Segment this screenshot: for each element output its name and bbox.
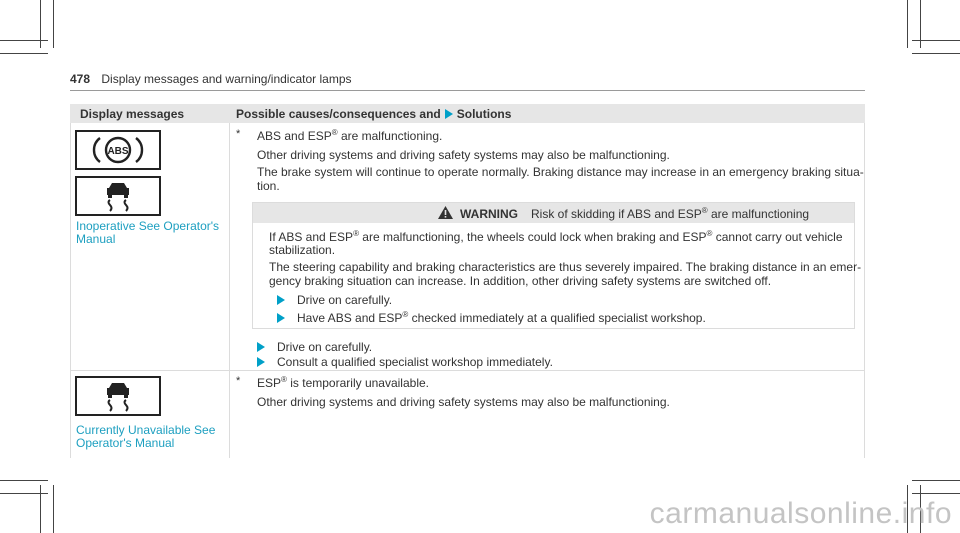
arrow-icon: [445, 109, 453, 119]
message-inoperative: Inoperative See Operator's Manual: [76, 219, 220, 246]
crop-mark: [0, 53, 48, 54]
page-header: [70, 72, 865, 86]
crop-mark: [912, 53, 960, 54]
warning-triangle-icon: [438, 206, 453, 222]
warning-text: gency braking situation can increase. In addition, other driving safety systems are switched off.: [269, 274, 772, 288]
warning-label: WARNING: [460, 207, 518, 221]
warning-title: Risk of skidding if ABS and ESP® are malfunctioning: [531, 206, 810, 221]
column-divider: [229, 123, 230, 458]
warning-text: The steering capability and braking characteristics are thus severely impaired. The braking distance in an emer-: [269, 260, 862, 274]
cause-line: tion.: [257, 179, 280, 193]
step-arrow-icon: [277, 313, 285, 323]
esp-skidding-car-icon: [75, 376, 161, 416]
crop-mark: [0, 493, 48, 494]
warning-text: If ABS and ESP® are malfunctioning, the wheels could lock when braking and ESP® cannot carry out vehicle: [269, 229, 843, 244]
warning-text: stabilization.: [269, 243, 336, 257]
column-divider: [70, 123, 71, 458]
messages-table: Display messages Possible causes/consequences and Solutions ABS Inoperative See Operator's Manual * ABS and ESP® are malfunctioning. Other driving systems and driving safety systems may also be malfunctioning. The brake system will continue to operate normally. Braking distance may increase in an emergency braking situa- tion. WARNING Risk of skidding if ABS and ESP® are malfunctioning If ABS and ESP® are malfunctioning, the wheels could lock when braking and ESP® cannot carry out vehicle stabilization. The steering capability and braking characteristics are thus severely impaired. The braking distance in an emer- gency braking situation can increase. In addition, other driving safety systems are switched off. Drive on carefully. Have ABS and ESP® checked immediately at a qualified specialist workshop. Drive on carefully. Consult a qualified specialist workshop immediately. Currently Unavailable See Operator's Manual * ESP® is temporarily unavailable. Other driving systems and driving safety systems may also be malfunctioning.: [70, 104, 865, 458]
crop-mark: [0, 480, 48, 481]
row-divider: [70, 370, 865, 371]
page-number: 478: [70, 72, 91, 86]
step-arrow-icon: [257, 342, 265, 352]
table-header: [70, 104, 865, 123]
abs-warning-icon: [75, 130, 161, 170]
warning-header: [253, 203, 854, 223]
column-header-display: Display messages: [80, 107, 185, 121]
crop-mark: [53, 0, 54, 48]
step-arrow-icon: [277, 295, 285, 305]
footnote-star: *: [236, 375, 241, 387]
header-divider: [70, 90, 865, 91]
cause-line: ABS and ESP® are malfunctioning.: [257, 128, 443, 143]
column-header-causes: Possible causes/consequences and Solutions: [236, 107, 512, 121]
esp-skidding-car-icon: [75, 176, 161, 216]
column-divider: [864, 123, 865, 458]
crop-mark: [912, 40, 960, 41]
watermark: carmanualsonline.info: [649, 497, 952, 530]
svg-text:ABS: ABS: [107, 146, 129, 157]
warning-box: WARNING Risk of skidding if ABS and ESP® are malfunctioning If ABS and ESP® are malfunctioning, the wheels could lock when braking and ESP® cannot carry out vehicle stabilization. The steering capability and braking characteristics are thus severely impaired. The braking distance in an emer- gency braking situation can increase. In addition, other driving safety systems are switched off. Drive on carefully. Have ABS and ESP® checked immediately at a qualified specialist workshop.: [252, 202, 855, 329]
crop-mark: [907, 0, 908, 48]
step-arrow-icon: [257, 357, 265, 367]
crop-mark: [912, 480, 960, 481]
footnote-star: *: [236, 128, 241, 140]
crop-mark: [912, 493, 960, 494]
crop-mark: [53, 485, 54, 533]
cause-line: Other driving systems and driving safety systems may also be malfunctioning.: [257, 395, 670, 409]
cause-line: The brake system will continue to operate normally. Braking distance may increase in an emergency braking situa-: [257, 165, 864, 179]
crop-mark: [0, 40, 48, 41]
page-title: Display messages and warning/indicator lamps: [101, 72, 352, 86]
message-currently-unavailable: Currently Unavailable See Operator's Manual: [76, 423, 216, 450]
cause-line: Other driving systems and driving safety systems may also be malfunctioning.: [257, 148, 670, 162]
cause-line: ESP® is temporarily unavailable.: [257, 375, 429, 390]
